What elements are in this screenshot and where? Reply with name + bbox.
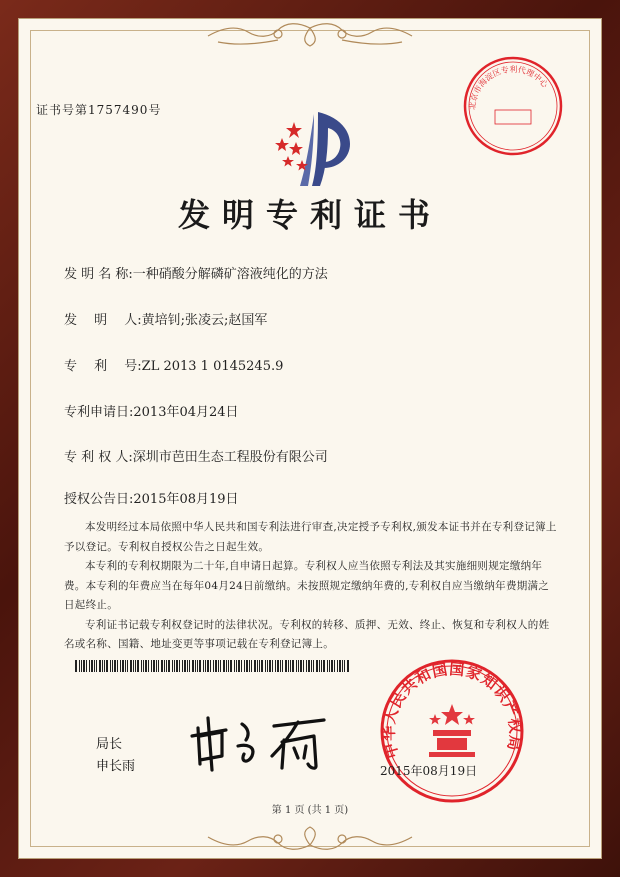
field-grant-date: 授权公告日:2015年08月19日 xyxy=(64,492,239,507)
director-signature-icon xyxy=(186,706,336,776)
barcode-bar xyxy=(280,660,281,672)
field-application-date: 专利申请日:2013年04月24日 xyxy=(64,405,239,420)
barcode-bar xyxy=(184,660,186,672)
barcode-bar xyxy=(290,660,291,672)
barcode-bar xyxy=(246,660,248,672)
barcode-bar xyxy=(83,660,85,672)
barcode-bar xyxy=(199,660,201,672)
barcode-bar xyxy=(151,660,152,672)
barcode-bar xyxy=(311,660,312,672)
barcode-bar xyxy=(141,660,142,672)
barcode-bar xyxy=(145,660,147,672)
barcode-bar xyxy=(153,660,155,672)
barcode-bar xyxy=(102,660,103,672)
barcode-bar xyxy=(241,660,242,672)
barcode-bar xyxy=(166,660,167,672)
barcode-bar xyxy=(213,660,214,672)
barcode-bar xyxy=(267,660,268,672)
ornament-bottom-icon xyxy=(178,825,442,853)
barcode-bar xyxy=(285,660,287,672)
barcode-bar xyxy=(347,660,349,672)
barcode-bar xyxy=(125,660,126,672)
barcode-bar xyxy=(303,660,304,672)
barcode-bar xyxy=(251,660,252,672)
barcode-bar xyxy=(313,660,314,672)
certificate-number: 证书号第1757490号 xyxy=(36,103,162,117)
barcode-bar xyxy=(327,660,328,672)
barcode-bar xyxy=(337,660,338,672)
barcode-bar xyxy=(120,660,121,672)
barcode-bar xyxy=(179,660,180,672)
barcode-bar xyxy=(99,660,101,672)
barcode-bar xyxy=(269,660,271,672)
certificate-title: 发明专利证书 xyxy=(177,196,442,234)
director-name: 申长雨 xyxy=(96,759,136,774)
national-ip-office-seal-icon xyxy=(377,656,527,806)
barcode-bar xyxy=(203,660,204,672)
barcode-bar xyxy=(230,660,232,672)
barcode-bar xyxy=(254,660,256,672)
barcode-bar xyxy=(81,660,82,672)
barcode-bar xyxy=(277,660,279,672)
barcode-bar xyxy=(319,660,320,672)
barcode-bar xyxy=(220,660,221,672)
barcode-bar xyxy=(195,660,196,672)
barcode-bar xyxy=(249,660,250,672)
barcode-bar xyxy=(228,660,229,672)
certificate-paper xyxy=(18,18,602,859)
barcode-bar xyxy=(316,660,318,672)
barcode-bar xyxy=(331,660,333,672)
barcode-bar xyxy=(226,660,227,672)
barcode-bar xyxy=(133,660,134,672)
barcode-bar xyxy=(306,660,307,672)
page-number: 第 1 页 (共 1 页) xyxy=(271,805,349,816)
barcode-bar xyxy=(161,660,163,672)
barcode-bar xyxy=(143,660,144,672)
barcode-bar xyxy=(187,660,188,672)
barcode-bar xyxy=(282,660,283,672)
barcode-bar xyxy=(323,660,325,672)
barcode-icon xyxy=(75,660,350,672)
barcode-bar xyxy=(189,660,190,672)
barcode-bar xyxy=(192,660,194,672)
barcode-bar xyxy=(265,660,266,672)
barcode-bar xyxy=(344,660,345,672)
barcode-bar xyxy=(106,660,108,672)
barcode-bar xyxy=(205,660,206,672)
barcode-bar xyxy=(182,660,183,672)
barcode-bar xyxy=(288,660,289,672)
barcode-bar xyxy=(298,660,299,672)
barcode-bar xyxy=(308,660,310,672)
barcode-bar xyxy=(110,660,111,672)
barcode-bar xyxy=(127,660,128,672)
barcode-bar xyxy=(75,660,77,672)
ornament-top-icon xyxy=(178,20,442,50)
barcode-bar xyxy=(321,660,322,672)
barcode-bar xyxy=(135,660,136,672)
national-seal-text: 中华人民共和国国家知识产权局 xyxy=(379,660,525,761)
barcode-bar xyxy=(215,660,217,672)
barcode-bar xyxy=(339,660,341,672)
barcode-bar xyxy=(210,660,211,672)
agency-seal-icon xyxy=(461,54,565,158)
paragraph-legal-status: 专利证书记载专利权登记时的法律状况。专利权的转移、质押、无效、终止、恢复和专利权人的姓名或名称、国籍、地址变更等事项记载在专利登记簿上。 xyxy=(64,618,550,650)
barcode-bar xyxy=(275,660,276,672)
barcode-bar xyxy=(300,660,302,672)
patent-office-logo-icon xyxy=(266,92,356,188)
barcode-bar xyxy=(238,660,240,672)
barcode-bar xyxy=(236,660,237,672)
barcode-bar xyxy=(207,660,209,672)
certificate-body xyxy=(64,518,558,655)
barcode-bar xyxy=(91,660,93,672)
barcode-bar xyxy=(156,660,157,672)
barcode-bar xyxy=(176,660,178,672)
barcode-bar xyxy=(342,660,343,672)
director-title: 局长 xyxy=(96,737,123,752)
barcode-bar xyxy=(334,660,335,672)
field-patent-number: 专 利 号:ZL 2013 1 0145245.9 xyxy=(64,359,284,374)
barcode-bar xyxy=(218,660,219,672)
barcode-bar xyxy=(104,660,105,672)
barcode-bar xyxy=(296,660,297,672)
barcode-bar xyxy=(130,660,132,672)
barcode-bar xyxy=(164,660,165,672)
barcode-bar xyxy=(172,660,173,672)
field-patentee: 专 利 权 人:深圳市芭田生态工程股份有限公司 xyxy=(64,450,328,465)
barcode-bar xyxy=(86,660,87,672)
barcode-bar xyxy=(197,660,198,672)
barcode-bar xyxy=(137,660,139,672)
barcode-bar xyxy=(244,660,245,672)
barcode-bar xyxy=(79,660,80,672)
paragraph-grant: 本发明经过本局依照中华人民共和国专利法进行审查,决定授予专利权,颁发本证书并在专利登记簿上予以登记。专利权自授权公告之日起生效。 xyxy=(64,521,557,553)
barcode-bar xyxy=(89,660,90,672)
barcode-bar xyxy=(329,660,330,672)
barcode-bar xyxy=(261,660,263,672)
barcode-bar xyxy=(174,660,175,672)
agency-seal-text: 北京市海淀区专利代理中心 xyxy=(467,64,550,111)
barcode-bar xyxy=(117,660,118,672)
barcode-bar xyxy=(223,660,225,672)
field-invention-name: 发 明 名 称:一种硝酸分解磷矿溶液纯化的方法 xyxy=(64,267,328,282)
paragraph-term: 本专利的专利权期限为二十年,自申请日起算。专利权人应当依照专利法及其实施细则规定缴纳年费。本专利的年费应当在每年04月24日前缴纳。未按照规定缴纳年费的,专利权自应当缴纳年费期满之日起终止。 xyxy=(64,560,550,611)
barcode-bar xyxy=(158,660,159,672)
barcode-bar xyxy=(112,660,113,672)
barcode-bar xyxy=(114,660,116,672)
barcode-bar xyxy=(272,660,273,672)
barcode-bar xyxy=(122,660,124,672)
barcode-bar xyxy=(96,660,97,672)
barcode-bar xyxy=(94,660,95,672)
barcode-bar xyxy=(234,660,235,672)
barcode-bar xyxy=(257,660,258,672)
seal-date: 2015年08月19日 xyxy=(380,764,478,778)
barcode-bar xyxy=(292,660,294,672)
barcode-bar xyxy=(148,660,149,672)
field-inventors: 发 明 人:黄培钊;张凌云;赵国军 xyxy=(64,313,268,328)
barcode-bar xyxy=(259,660,260,672)
barcode-bar xyxy=(168,660,170,672)
